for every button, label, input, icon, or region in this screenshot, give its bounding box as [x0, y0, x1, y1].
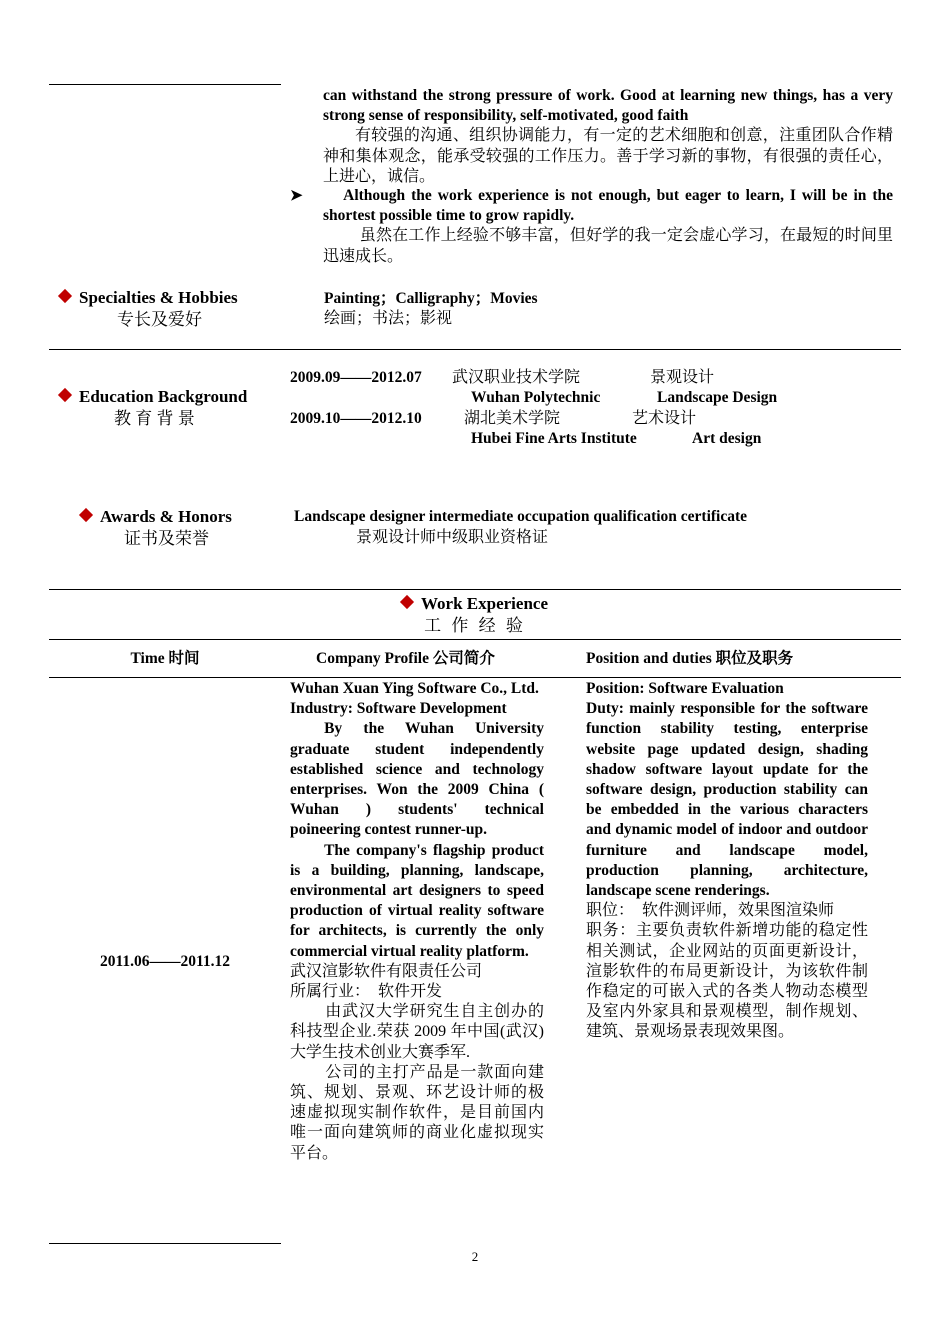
specialties-title-cn: 专长及爱好 [117, 310, 202, 329]
awards-heading [81, 506, 291, 550]
awards-title-cn: 证书及荣誉 [124, 529, 209, 548]
edu-2-major-en: Art design [692, 430, 762, 447]
position-cn: 职位： 软件测评师，效果图渲染师 [586, 902, 835, 920]
duty-cn: 职务：主要负责软件新增功能的稳定性相关测试，企业网站的页面更新设计，渲影软件的布局更新设计，为该软件制作稳定的可嵌入式的各类人物动态模型及室内外家具和景观模型，制作规划、建筑、景观场景表现效果图。 [586, 922, 868, 1041]
col-header-position: Position and duties 职位及职务 [586, 650, 794, 667]
work-heading [49, 593, 901, 637]
bottom-left-rule [49, 1243, 281, 1244]
edu-1-period: 2009.09——2012.07 [290, 369, 422, 386]
awards-content-en: Landscape designer intermediate occupation qualification certificate [294, 508, 748, 525]
bullet-arrow-icon: ➤ [290, 188, 303, 204]
col-header-company: Company Profile 公司简介 [316, 650, 495, 667]
education-heading [60, 386, 290, 430]
edu-1-major-cn: 景观设计 [650, 369, 715, 386]
intro-cn-1: 有较强的沟通、组织协调能力，有一定的艺术细胞和创意，注重团队合作精神和集体观念，能承受较强的工作压力。善于学习新的事物，有很强的责任心，上进心，诚信。 [323, 127, 893, 185]
diamond-icon [58, 289, 72, 303]
awards-content-cn: 景观设计师中级职业资格证 [356, 529, 549, 546]
specialties-title-en: Specialties & Hobbies [79, 288, 238, 307]
diamond-icon [79, 508, 93, 522]
specialties-content-en: Painting；Calligraphy；Movies [324, 290, 538, 307]
work-company-cell [290, 679, 544, 1164]
company-name-cn: 武汉渲影软件有限责任公司 [290, 962, 483, 980]
edu-1-major-en: Landscape Design [657, 389, 778, 406]
company-desc-cn-1: 由武汉大学研究生自主创办的科技型企业.荣获 2009 年中国(武汉)大学生技术创业大赛季军. [290, 1003, 544, 1061]
intro-en-2: Although the work experience is not enough, but eager to learn, I will be in the shortest possible time to grow rapidly. [323, 187, 893, 225]
awards-title-en: Awards & Honors [100, 507, 232, 526]
industry-cn: 所属行业： 软件开发 [290, 983, 443, 1001]
specialties-content [324, 289, 538, 329]
industry-en: Industry: Software Development [290, 700, 507, 718]
edu-2-school-cn: 湖北美术学院 [464, 410, 561, 427]
edu-1-school-cn: 武汉职业技术学院 [452, 369, 581, 386]
work-title-cn: 工 作 经 验 [424, 616, 526, 635]
top-left-rule [49, 84, 281, 85]
col-header-time: Time 时间 [130, 650, 200, 667]
rule-work-header-bottom [49, 677, 901, 678]
education-title-en: Education Background [79, 387, 248, 406]
edu-1-school-en: Wuhan Polytechnic [471, 389, 601, 406]
rule-work-header-top [49, 639, 901, 640]
company-desc-cn-2: 公司的主打产品是一款面向建筑、规划、景观、环艺设计师的极速虚拟现实制作软件，是目前国内唯一面向建筑师的商业化虚拟现实平台。 [290, 1063, 544, 1162]
work-title-en: Work Experience [420, 594, 548, 613]
intro-block-2 [323, 186, 893, 267]
position-en: Position: Software Evaluation [586, 680, 784, 697]
rule-before-work [49, 589, 901, 590]
edu-2-period: 2009.10——2012.10 [290, 410, 422, 427]
company-name-en: Wuhan Xuan Ying Software Co., Ltd. [290, 680, 539, 697]
specialties-content-cn: 绘画；书法；影视 [324, 310, 453, 328]
edu-2-major-cn: 艺术设计 [632, 410, 697, 427]
education-title-cn: 教 育 背 景 [114, 409, 195, 428]
intro-en-1: can withstand the strong pressure of work. Good at learning new things, has a very strong sense of responsibility, self-motivated, good faith [323, 87, 893, 125]
specialties-heading [60, 287, 280, 331]
work-row-time: 2011.06——2011.12 [99, 953, 231, 970]
diamond-icon [400, 595, 414, 609]
duty-en: Duty: mainly responsible for the software function stability testing, enterprise website page updated design, shading shadow software layout update for the software design, production stability can be embedded in the various characters and dynamic model of indoor and outdoor furniture and landscape model, production planning, architecture, landscape scene renderings. [586, 700, 868, 900]
intro-block [323, 86, 893, 187]
work-position-cell [586, 679, 868, 1043]
intro-cn-2: 虽然在工作上经验不够丰富，但好学的我一定会虚心学习，在最短的时间里迅速成长。 [323, 227, 893, 265]
diamond-icon [58, 388, 72, 402]
company-desc-en-1: By the Wuhan University graduate student independently established science and technology enterprises. Won the 2009 China ( Wuhan ) students' technical poineering contest runner-up. [290, 720, 544, 839]
rule-after-specialties [49, 349, 901, 350]
edu-2-school-en: Hubei Fine Arts Institute [471, 430, 637, 447]
page-number: 2 [471, 1249, 479, 1264]
company-desc-en-2: The company's flagship product is a building, planning, landscape, environmental art designers to speed production of virtual reality software for architects, is currently the only commercial virtual reality platform. [290, 841, 544, 960]
